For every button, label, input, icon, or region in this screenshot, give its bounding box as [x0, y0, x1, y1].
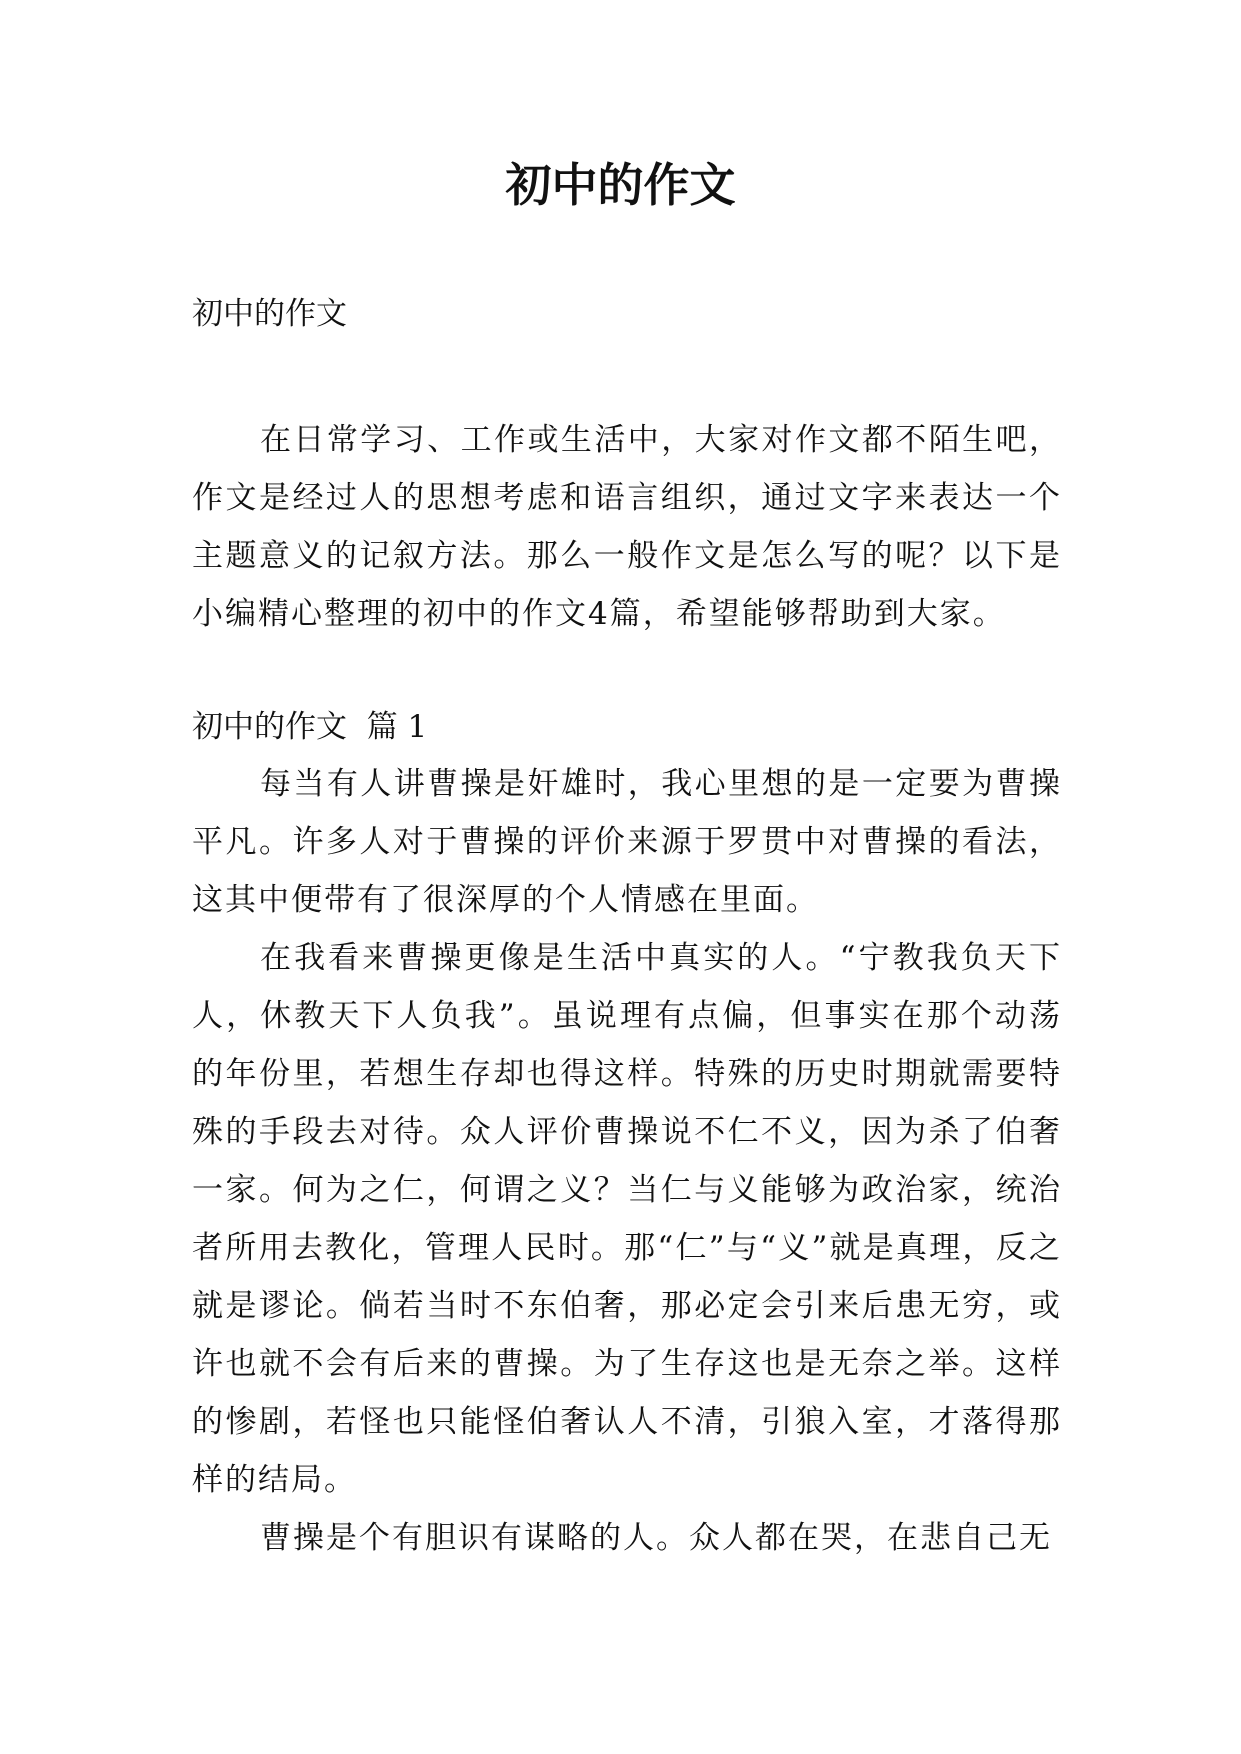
body-paragraph: 每当有人讲曹操是奸雄时，我心里想的是一定要为曹操平凡。许多人对于曹操的评价来源于罗贯中对曹操的看法，这其中便带有了很深厚的个人情感在里面。: [192, 766, 1062, 918]
document-subtitle: 初中的作文: [192, 296, 347, 332]
essay-body: [192, 755, 1062, 1567]
section-heading: 初中的作文 篇 1: [192, 709, 428, 745]
intro-paragraph: 在日常学习、工作或生活中，大家对作文都不陌生吧，作文是经过人的思想考虑和语言组织，通过文字来表达一个主题意义的记叙方法。那么一般作文是怎么写的呢？以下是小编精心整理的初中的作文4篇，希望能够帮助到大家。: [192, 422, 1062, 632]
document-title: 初中的作文: [505, 158, 736, 212]
body-paragraph: 在我看来曹操更像是生活中真实的人。“宁教我负天下人，休教天下人负我”。虽说理有点偏，但事实在那个动荡的年份里，若想生存却也得这样。特殊的历史时期就需要特殊的手段去对待。众人评价曹操说不仁不义，因为杀了伯奢一家。何为之仁，何谓之义？当仁与义能够为政治家，统治者所用去教化，管理人民时。那“仁”与“义”就是真理，反之就是谬论。倘若当时不东伯奢，那必定会引来后患无穷，或许也就不会有后来的曹操。为了生存这也是无奈之举。这样的惨剧，若怪也只能怪伯奢认人不清，引狼入室，才落得那样的结局。: [192, 940, 1062, 1498]
body-paragraph: 曹操是个有胆识有谋略的人。众人都在哭，在悲自己无: [260, 1520, 1052, 1556]
